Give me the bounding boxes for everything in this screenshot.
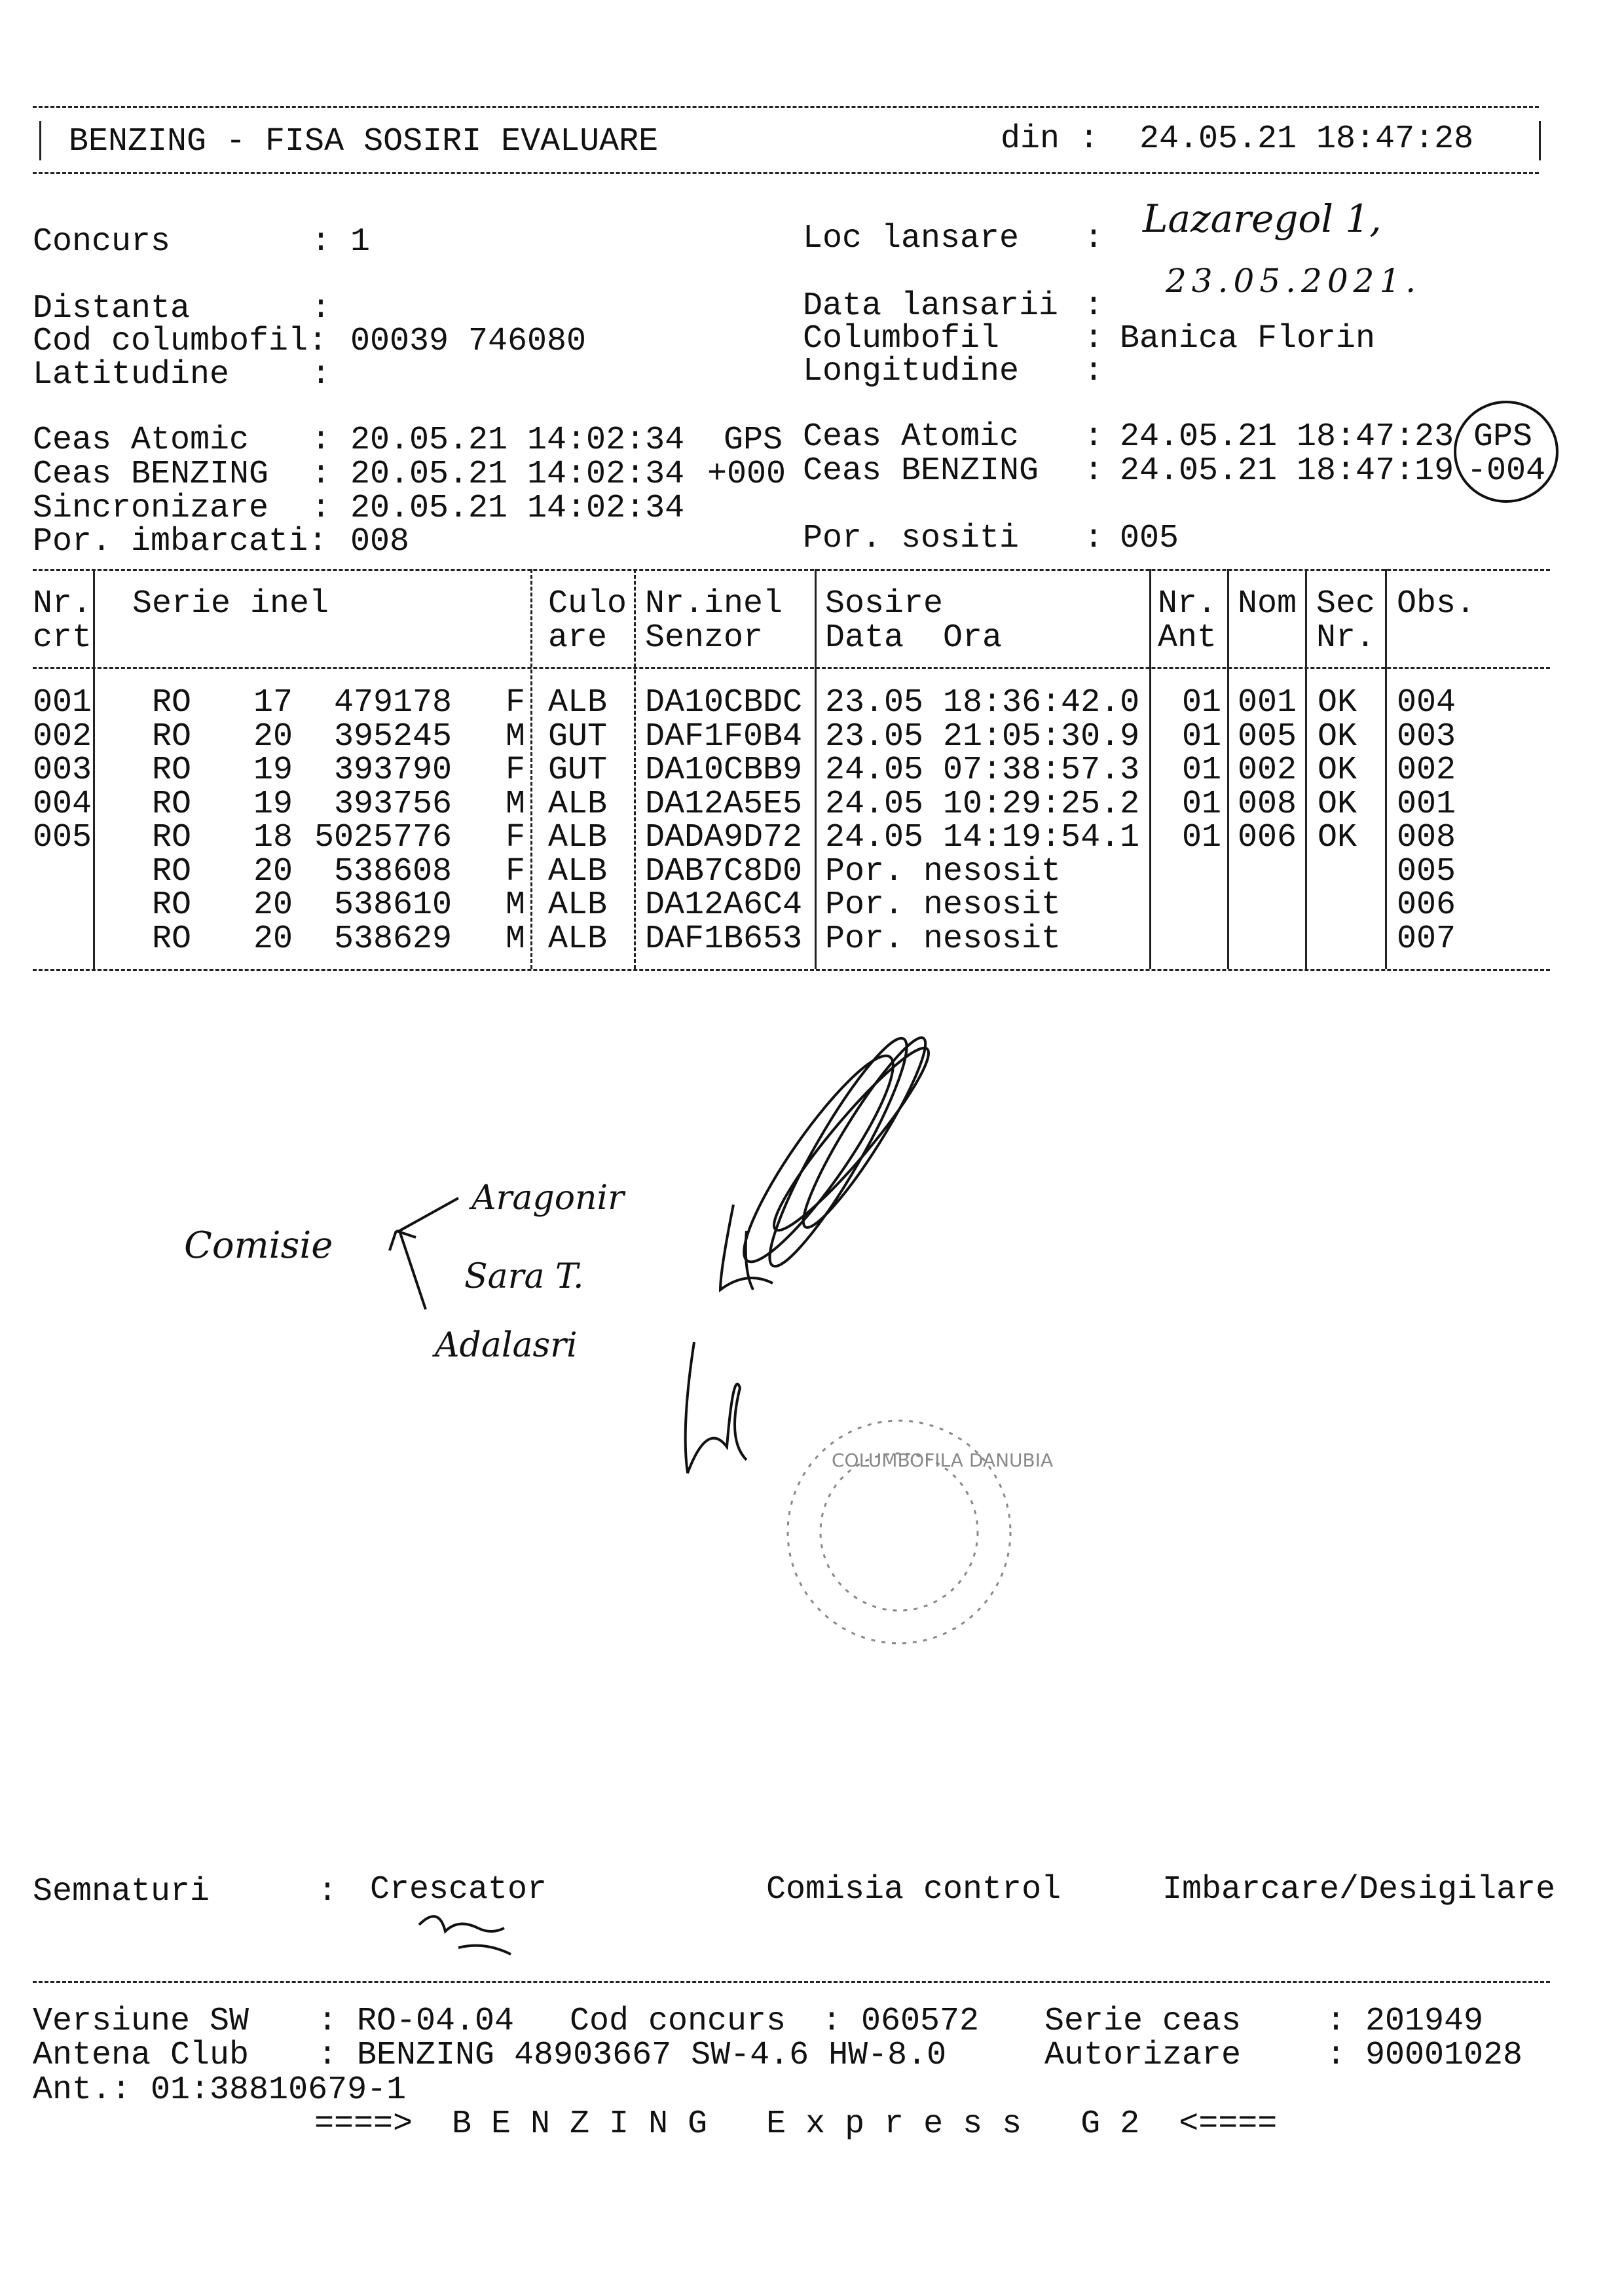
brand-line: ====> B E N Z I N G E x p r e s s G 2 <====: [314, 2105, 1278, 2143]
columbofil-value: Banica Florin: [1120, 320, 1376, 357]
cell-culoare: ALB: [548, 920, 608, 958]
cell-sosire: 24.05 14:19:54.1: [825, 819, 1140, 856]
header-obs: Obs.: [1397, 585, 1476, 623]
cell-numar: 395245: [333, 718, 452, 756]
colon: :: [311, 356, 331, 393]
header-sec-1: Sec: [1316, 585, 1376, 623]
cell-obs: 003: [1397, 718, 1456, 756]
cell-numar: 393756: [333, 785, 452, 823]
cell-culoare: ALB: [548, 819, 608, 856]
cod-concurs-value: : 060572: [822, 2003, 980, 2040]
cell-an: 19: [253, 752, 293, 789]
cell-sec: OK: [1318, 785, 1357, 823]
colon: :: [1084, 287, 1104, 325]
start-atomic-suffix: GPS: [724, 422, 783, 459]
signature-2: [686, 1342, 747, 1473]
autorizare-value: : 90001028: [1326, 2037, 1523, 2074]
cell-sec: OK: [1318, 819, 1357, 856]
start-benzing-label: Ceas BENZING: [33, 456, 269, 493]
longitudine-label: Longitudine: [803, 353, 1020, 390]
antena-label: Antena Club: [33, 2037, 249, 2074]
cell-nom: 008: [1238, 785, 1297, 823]
serie-ceas-label: Serie ceas: [1044, 2003, 1242, 2040]
serie-ceas-value: : 201949: [1326, 2003, 1484, 2040]
colon: :: [1084, 220, 1104, 257]
end-atomic-suffix: GPS: [1473, 418, 1533, 456]
handwritten-name-3: Adalasri: [435, 1326, 578, 1365]
concurs-label: Concurs: [33, 223, 171, 261]
concurs-value: 1: [350, 223, 371, 261]
handwritten-comisie: Comisie: [184, 1224, 333, 1267]
header-data-ora: Data Ora: [825, 619, 1003, 657]
data-lansarii-label: Data lansarii: [803, 287, 1059, 325]
handwritten-name-2: Sara T.: [464, 1257, 584, 1296]
gps-circle-mark: [1455, 402, 1557, 501]
cell-nom: 006: [1238, 819, 1297, 856]
cell-an: 19: [253, 785, 293, 823]
cell-sex: M: [506, 920, 526, 958]
cell-nr: 005: [33, 819, 92, 856]
committee-signature-scribble: [726, 1027, 942, 1277]
cell-ant: 01: [1182, 684, 1222, 721]
header-nr-inel: Nr.inel: [645, 585, 783, 623]
cell-an: 17: [253, 684, 293, 721]
cell-senzor: DA10CBDC: [645, 684, 803, 721]
versiune-label: Versiune SW: [33, 2003, 249, 2040]
cell-culoare: ALB: [548, 886, 608, 924]
distanta-label: Distanta: [33, 290, 191, 327]
cell-numar: 479178: [333, 684, 452, 721]
comisia-label: Comisia control: [766, 1871, 1061, 1908]
end-atomic-value: 24.05.21 18:47:23: [1120, 418, 1454, 456]
cell-senzor: DA10CBB9: [645, 752, 803, 789]
print-datetime: 24.05.21 18:47:28: [1139, 120, 1474, 158]
cell-nom: 005: [1238, 718, 1297, 756]
cell-obs: 008: [1397, 819, 1456, 856]
cell-nr: 003: [33, 752, 92, 789]
imbarcare-label: Imbarcare/Desigilare: [1162, 1871, 1556, 1908]
cell-culoare: GUT: [548, 718, 608, 756]
colon: :: [311, 223, 331, 261]
cell-ant: 01: [1182, 718, 1222, 756]
start-benzing-value: 20.05.21 14:02:34: [350, 456, 685, 493]
colon: :: [311, 422, 331, 459]
header-sosire: Sosire: [825, 585, 944, 623]
cell-obs: 002: [1397, 752, 1456, 789]
start-benzing-suffix: +000: [707, 456, 786, 493]
colon: :: [1084, 418, 1104, 456]
colon: :: [311, 490, 331, 527]
imbarcati-value: 008: [350, 523, 410, 560]
cell-tara: RO: [152, 886, 192, 924]
cell-tara: RO: [152, 785, 192, 823]
cell-senzor: DA12A6C4: [645, 886, 803, 924]
cell-culoare: ALB: [548, 785, 608, 823]
cell-tara: RO: [152, 684, 192, 721]
cell-sex: F: [506, 684, 526, 721]
cell-sosire: 24.05 07:38:57.3: [825, 752, 1140, 789]
cell-senzor: DADA9D72: [645, 819, 803, 856]
signature-1: [720, 1205, 773, 1290]
start-atomic-value: 20.05.21 14:02:34: [350, 422, 685, 459]
crescator-signature: [419, 1916, 511, 1954]
header-nr-ant-1: Nr.: [1158, 585, 1217, 623]
cell-sosire: Por. nesosit: [825, 886, 1061, 924]
document-title: BENZING - FISA SOSIRI EVALUARE: [69, 123, 659, 160]
cell-tara: RO: [152, 920, 192, 958]
cod-columbofil-value: 00039 746080: [350, 323, 587, 360]
arrow-mark: [399, 1198, 458, 1309]
colon: :: [1084, 520, 1104, 557]
autorizare-label: Autorizare: [1044, 2037, 1242, 2074]
cell-sosire: 23.05 18:36:42.0: [825, 684, 1140, 721]
cell-an: 20: [253, 852, 293, 890]
cell-sec: OK: [1318, 684, 1357, 721]
header-culoare-2: are: [548, 619, 608, 657]
cell-sec: OK: [1318, 752, 1357, 789]
cell-nr: 001: [33, 684, 92, 721]
cell-sosire: 23.05 21:05:30.9: [825, 718, 1140, 756]
cod-columbofil-label: Cod columbofil:: [33, 323, 328, 360]
end-benzing-label: Ceas BENZING: [803, 452, 1039, 490]
cell-sex: M: [506, 718, 526, 756]
header-sec-2: Nr.: [1316, 619, 1376, 657]
header-nom: Nom: [1238, 585, 1297, 623]
end-atomic-label: Ceas Atomic: [803, 418, 1020, 456]
antena-value: : BENZING 48903667 SW-4.6 HW-8.0: [318, 2037, 947, 2074]
cell-sosire: Por. nesosit: [825, 852, 1061, 890]
cell-obs: 004: [1397, 684, 1456, 721]
cell-nr: 002: [33, 718, 92, 756]
cell-sex: M: [506, 886, 526, 924]
sositi-label: Por. sositi: [803, 520, 1020, 557]
colon: :: [1084, 353, 1104, 390]
cell-obs: 005: [1397, 852, 1456, 890]
header-serie-inel: Serie inel: [132, 585, 329, 623]
crescator-label: Crescator: [370, 1871, 547, 1908]
end-benzing-value: 24.05.21 18:47:19: [1120, 452, 1454, 490]
antenna-id: Ant.: 01:38810679-1: [33, 2071, 407, 2109]
colon: :: [1084, 452, 1104, 490]
cell-culoare: ALB: [548, 684, 608, 721]
cell-an: 20: [253, 718, 293, 756]
cell-numar: 538608: [333, 852, 452, 890]
cell-senzor: DAF1F0B4: [645, 718, 803, 756]
imbarcati-label: Por. imbarcati:: [33, 523, 328, 560]
cell-culoare: ALB: [548, 852, 608, 890]
cell-numar: 393790: [333, 752, 452, 789]
columbofil-label: Columbofil: [803, 320, 1000, 357]
cell-tara: RO: [152, 752, 192, 789]
cell-tara: RO: [152, 852, 192, 890]
colon: :: [1084, 320, 1104, 357]
sync-label: Sincronizare: [33, 490, 269, 527]
colon: :: [311, 456, 331, 493]
cell-numar: 538629: [333, 920, 452, 958]
cell-sex: F: [506, 752, 526, 789]
loc-lansare-handwritten: Lazaregol 1,: [1143, 196, 1382, 241]
cod-concurs-label: Cod concurs: [570, 2003, 786, 2040]
semnaturi-label: Semnaturi: [33, 1873, 210, 1910]
header-culoare-1: Culo: [548, 585, 627, 623]
cell-senzor: DA12A5E5: [645, 785, 803, 823]
latitudine-label: Latitudine: [33, 356, 230, 393]
cell-an: 20: [253, 886, 293, 924]
header-nr-ant-2: Ant: [1158, 619, 1217, 657]
cell-obs: 007: [1397, 920, 1456, 958]
cell-an: 18: [253, 819, 293, 856]
din-label: din :: [1001, 120, 1099, 158]
cell-tara: RO: [152, 819, 192, 856]
header-crt: crt: [33, 619, 92, 657]
colon: :: [318, 1873, 338, 1910]
cell-sex: F: [506, 819, 526, 856]
versiune-value: : RO-04.04: [318, 2003, 515, 2040]
cell-ant: 01: [1182, 785, 1222, 823]
start-atomic-label: Ceas Atomic: [33, 422, 249, 459]
cell-culoare: GUT: [548, 752, 608, 789]
colon: :: [311, 290, 331, 327]
cell-nom: 002: [1238, 752, 1297, 789]
cell-sosire: 24.05 10:29:25.2: [825, 785, 1140, 823]
cell-ant: 01: [1182, 819, 1222, 856]
end-benzing-suffix: -004: [1467, 452, 1546, 490]
cell-numar: 538610: [333, 886, 452, 924]
sync-value: 20.05.21 14:02:34: [350, 490, 685, 527]
cell-an: 20: [253, 920, 293, 958]
cell-numar: 5025776: [314, 819, 452, 856]
cell-sex: M: [506, 785, 526, 823]
cell-nom: 001: [1238, 684, 1297, 721]
cell-tara: RO: [152, 718, 192, 756]
stamp-text: COLUMBOFILA DANUBIA: [832, 1449, 1054, 1471]
cell-obs: 006: [1397, 886, 1456, 924]
cell-sex: F: [506, 852, 526, 890]
data-lansarii-handwritten: 23.05.2021.: [1166, 262, 1422, 300]
cell-senzor: DAF1B653: [645, 920, 803, 958]
loc-lansare-label: Loc lansare: [803, 220, 1020, 257]
cell-sec: OK: [1318, 718, 1357, 756]
header-senzor: Senzor: [645, 619, 764, 657]
cell-senzor: DAB7C8D0: [645, 852, 803, 890]
cell-nr: 004: [33, 785, 92, 823]
header-nr: Nr.: [33, 585, 92, 623]
cell-ant: 01: [1182, 752, 1222, 789]
footer-separator: [33, 1981, 1550, 1983]
sositi-value: 005: [1120, 520, 1179, 557]
cell-sosire: Por. nesosit: [825, 920, 1061, 958]
handwritten-name-1: Aragonir: [471, 1178, 624, 1218]
cell-obs: 001: [1397, 785, 1456, 823]
